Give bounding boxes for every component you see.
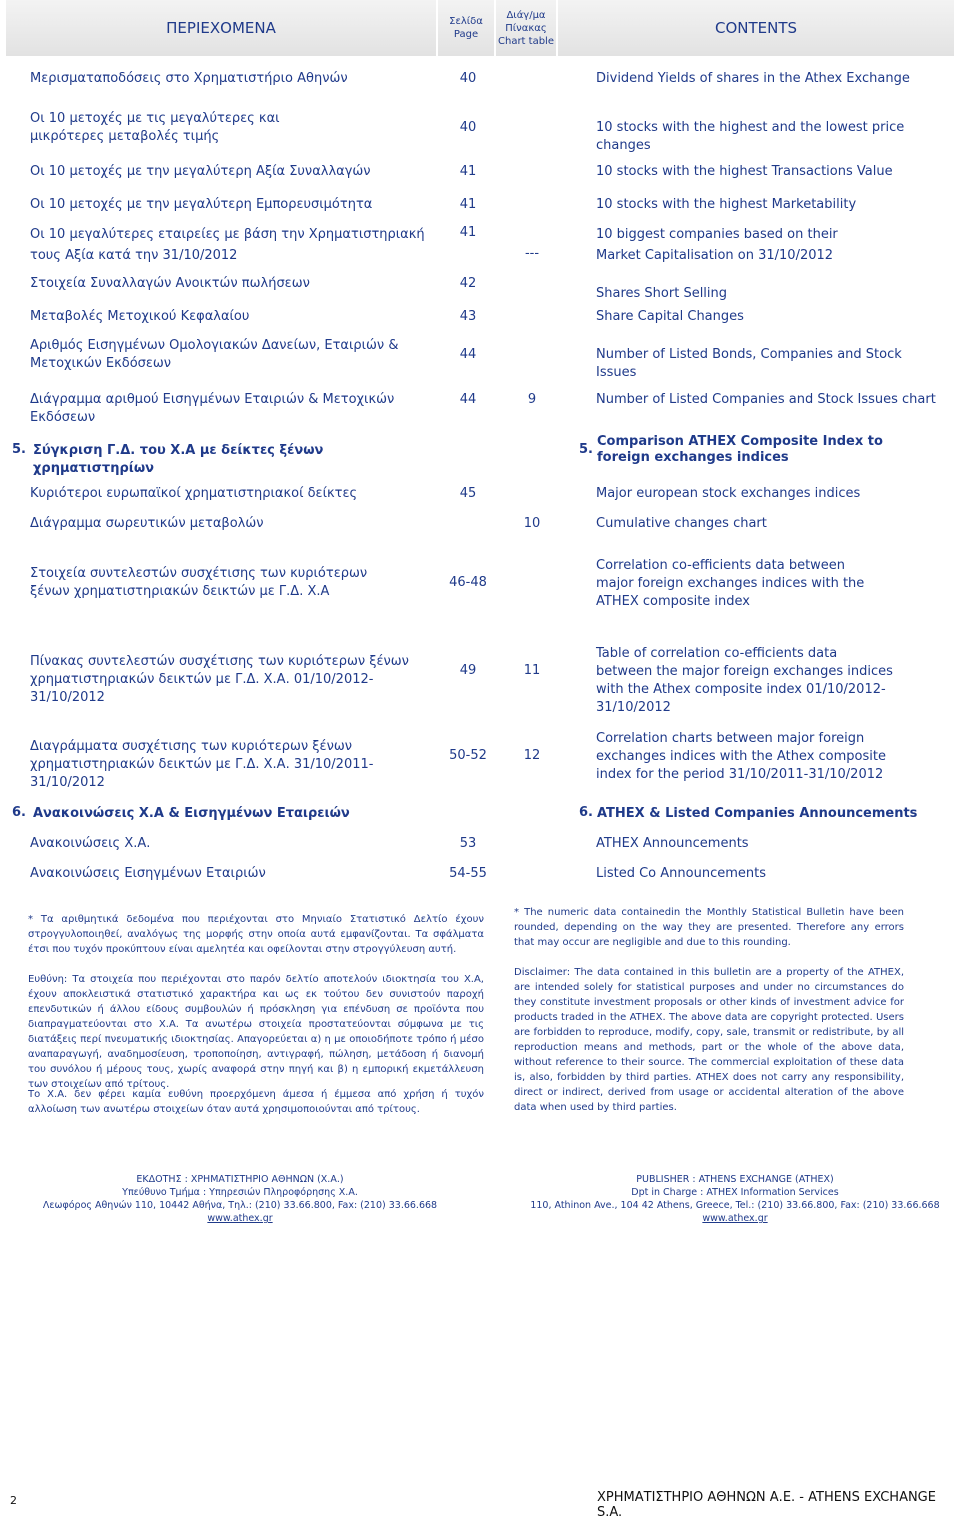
chart-number: 11 [523, 663, 541, 678]
publisher-address-greek: Λεωφόρος Αθηνών 110, 10442 Αθήνα, Τηλ.: (210) 33.66.800, Fax: (210) 33.66.668 [42, 1200, 438, 1211]
publisher-name-greek: ΕΚΔΟΤΗΣ : ΧΡΗΜΑΤΙΣΤΗΡΙΟ ΑΘΗΝΩΝ (Χ.Α.) [136, 1174, 344, 1185]
chart-number: 12 [523, 748, 541, 763]
section-number-greek: 6. [12, 805, 26, 820]
company-footer: ΧΡΗΜΑΤΙΣΤΗΡΙΟ ΑΘΗΝΩΝ Α.Ε. - ATHENS EXCHANGE S.A. [597, 1490, 936, 1520]
section-title-english[interactable]: ATHEX & Listed Companies Announcements [597, 806, 918, 821]
greek-entry[interactable]: Διάγραμμα αριθμού Εισηγμένων Εταιριών & Μετοχικών Εκδόσεων [30, 392, 395, 425]
english-entry[interactable]: Correlation charts between major foreign exchanges indices with the Athex composite index for the period 31/10/2011-31/10/2012 [596, 731, 886, 782]
page-number: 40 [459, 120, 477, 135]
page-number: 41 [459, 197, 477, 212]
greek-entry[interactable]: Οι 10 μετοχές με την μεγαλύτερη Εμπορευσιμότητα [30, 197, 373, 212]
page-header-greek: Σελίδα [449, 16, 483, 27]
english-entry[interactable]: Table of correlation co-efficients data between the major foreign exchanges indices with the Athex composite index 01/10/2012-31/10/2012 [596, 646, 893, 715]
page-number: 50-52 [449, 748, 487, 763]
greek-entry[interactable]: Κυριότεροι ευρωπαϊκοί χρηματιστηριακοί δείκτες [30, 486, 358, 501]
english-entry[interactable]: Share Capital Changes [596, 309, 744, 324]
greek-entry[interactable]: Μερισματαποδόσεις στο Χρηματιστήριο Αθηνών [30, 71, 348, 86]
chart-number: --- [524, 246, 540, 261]
publisher-name-english: PUBLISHER : ATHENS EXCHANGE (ATHEX) [636, 1174, 834, 1185]
english-entry[interactable]: Dividend Yields of shares in the Athex Exchange [596, 71, 910, 86]
disclaimer-english: Disclaimer: The data contained in this bulletin are a property of the ATHEX, are intended solely for statistical purposes and under no circumstances do they constitute investment proposals or other kinds of investment advice for products traded in the ATHEX. The above data are copyright protected. Users are forbidden to reproduce, modify, copy, sale, transmit or redistribute, by all reproduction means and methods, part or the whole of the above data, without reference to their source. The commercial exploitation of these data is, also, forbidden by third parties. ATHEX does not carry any responsibility, direct or indirect, derived from usage or accidental alteration of the above data when used by third parties. [514, 967, 904, 1113]
greek-entry[interactable]: Μεταβολές Μετοχικού Κεφαλαίου [30, 309, 250, 324]
chart-number: 9 [527, 392, 537, 407]
english-entry[interactable]: 10 stocks with the highest Marketability [596, 197, 857, 212]
english-entry[interactable]: Major european stock exchanges indices [596, 486, 861, 501]
publisher-english [510, 1173, 960, 1225]
greek-entry[interactable]: Αριθμός Εισηγμένων Ομολογιακών Δανείων, Εταιριών & Μετοχικών Εκδόσεων [30, 338, 399, 371]
disclaimer-greek: Ευθύνη: Τα στοιχεία που περιέχονται στο παρόν δελτίο αποτελούν ιδιοκτησία του Χ.Α, έχουν αποκλειστικά στατιστικό χαρακτήρα και ως εκ τούτου δεν συνιστούν παροχή επενδυτικών ή άλλου είδους συμβουλών ή πρόσκληση για επένδυση σε προϊόντα που διαπραγματεύονται στο Χ.Α. Τα ανωτέρω στοιχεία προστατεύονται σύμφωνα με τις διατάξεις περί πνευματικής ιδιοκτησίας. Απαγορεύεται α) η με οποιοδήποτε τρόπο ή μέσο αναπαραγωγή, αναδημοσίευση, τροποποίηση, αντιγραφή, πώληση, μετάδοση ή διανομή του συνόλου ή μέρους τους, χωρίς αναφορά στην πηγή και β) η εμπορική εκμετάλλευση των στοιχείων από τρίτους. [28, 974, 484, 1090]
greek-entry[interactable]: Πίνακας συντελεστών συσχέτισης των κυριότερων ξένων χρηματιστηριακών δεικτών με Γ.Δ. Χ.Α. 01/10/2012-31/10/2012 [30, 654, 409, 705]
section-number-english: 5. [579, 442, 593, 457]
english-entry[interactable]: 10 stocks with the highest and the lowest price changes [596, 120, 905, 153]
liability-note-greek: Το Χ.Α. δεν φέρει καμία ευθύνη προερχόμενη άμεσα ή έμμεσα από χρήση ή τυχόν αλλοίωση των ανωτέρω στοιχείων όταν αυτά χρησιμοποιούνται από τρίτους. [28, 1089, 484, 1115]
english-entry[interactable]: 10 stocks with the highest Transactions Value [596, 164, 893, 179]
publisher-website-link[interactable]: www.athex.gr [207, 1213, 273, 1224]
publisher-greek [20, 1173, 460, 1225]
english-entry[interactable]: Shares Short Selling [596, 286, 728, 301]
section-title-english[interactable]: Comparison ATHEX Composite Index to foreign exchanges indices [597, 434, 883, 465]
page-number: 49 [459, 663, 477, 678]
page-number: 41 [459, 164, 477, 179]
english-entry[interactable]: Listed Co Announcements [596, 866, 766, 881]
chart-header-greek-2: Πίνακας [505, 22, 547, 34]
section-number-english: 6. [579, 805, 593, 820]
greek-entry[interactable]: Ανακοινώσεις Εισηγμένων Εταιριών [30, 866, 266, 881]
chart-header-greek-1: Διάγ/μα [506, 9, 546, 21]
section-title-greek[interactable]: Ανακοινώσεις Χ.Α & Εισηγμένων Εταιρειών [33, 806, 350, 821]
rounding-note-greek: * Τα αριθμητικά δεδομένα που περιέχονται στο Μηνιαίο Στατιστικό Δελτίο έχουν στρογγυλοποιηθεί, αναλόγως της μορφής στην οποία αυτά εμφανίζονται. Τα σφάλματα έτσι που τυχόν προκύπτουν είναι αμελητέα και οφείλονται στην στρογγύλευση αυτή. [28, 914, 484, 955]
page-number: 53 [459, 836, 477, 851]
greek-entry[interactable]: Στοιχεία συντελεστών συσχέτισης των κυριότερων ξένων χρηματιστηριακών δεικτών με Γ.Δ. Χ.Α [30, 566, 368, 599]
contents-header [6, 0, 954, 56]
page-number: 46-48 [449, 575, 487, 590]
page-number-footer: 2 [10, 1494, 17, 1507]
page-number: 43 [459, 309, 477, 324]
page-number: 44 [459, 392, 477, 407]
english-entry[interactable]: Correlation co-efficients data between major foreign exchanges indices with the ATHEX composite index [596, 558, 865, 609]
greek-entry[interactable]: Διάγραμμα σωρευτικών μεταβολών [30, 516, 264, 531]
rounding-note-english: * The numeric data containedin the Monthly Statistical Bulletin have been rounded, depending on the way they are presented. Therefore any errors that may occur are negligible and due to this rounding. [514, 907, 904, 948]
publisher-address-english: 110, Athinon Ave., 104 42 Athens, Greece, Tel.: (210) 33.66.800, Fax: (210) 33.66.668 [530, 1200, 940, 1211]
page-number: 45 [459, 486, 477, 501]
chart-number: 10 [523, 516, 541, 531]
chart-column-header [496, 0, 556, 56]
page-number: 40 [459, 71, 477, 86]
greek-entry[interactable]: Οι 10 μεγαλύτερες εταιρείες με βάση την Χρηματιστηριακή τους Αξία κατά την 31/10/2012 [30, 227, 425, 263]
publisher-website-link[interactable]: www.athex.gr [702, 1213, 768, 1224]
publisher-department-greek: Υπεύθυνο Τμήμα : Υπηρεσιών Πληροφόρησης Χ.Α. [122, 1187, 358, 1198]
greek-entry[interactable]: Στοιχεία Συναλλαγών Ανοικτών πωλήσεων [30, 276, 310, 291]
page-number: 42 [459, 276, 477, 291]
greek-entry[interactable]: Διαγράμματα συσχέτισης των κυριότερων ξένων χρηματιστηριακών δεικτών με Γ.Δ. Χ.Α. 31/10/2011-31/10/2012 [30, 739, 374, 790]
chart-header-english: Chart table [498, 35, 554, 47]
english-entry[interactable]: 10 biggest companies based on their Market Capitalisation on 31/10/2012 [596, 227, 838, 263]
page-number: 44 [459, 347, 477, 362]
greek-entry[interactable]: Οι 10 μετοχές με τις μεγαλύτερες και μικρότερες μεταβολές τιμής [30, 111, 280, 144]
english-entry[interactable]: ATHEX Announcements [596, 836, 749, 851]
greek-entry[interactable]: Ανακοινώσεις Χ.Α. [30, 836, 151, 851]
page-column-header [438, 0, 494, 56]
section-title-greek[interactable]: Σύγκριση Γ.Δ. του Χ.Α με δείκτες ξένων χρηματιστηρίων [33, 443, 324, 476]
english-entry[interactable]: Number of Listed Bonds, Companies and Stock Issues [596, 347, 902, 380]
english-entry[interactable]: Number of Listed Companies and Stock Issues chart [596, 392, 936, 407]
section-number-greek: 5. [12, 442, 26, 457]
page-number: 54-55 [449, 866, 487, 881]
greek-entry[interactable]: Οι 10 μετοχές με την μεγαλύτερη Αξία Συναλλαγών [30, 164, 371, 179]
english-entry[interactable]: Cumulative changes chart [596, 516, 767, 531]
page-number: 41 [459, 225, 477, 240]
greek-contents-title: ΠΕΡΙΕΧΟΜΕΝΑ [166, 19, 276, 37]
english-contents-title: CONTENTS [714, 19, 798, 37]
publisher-department-english: Dpt in Charge : ATHEX Information Services [631, 1187, 839, 1198]
page-header-english: Page [453, 29, 479, 40]
